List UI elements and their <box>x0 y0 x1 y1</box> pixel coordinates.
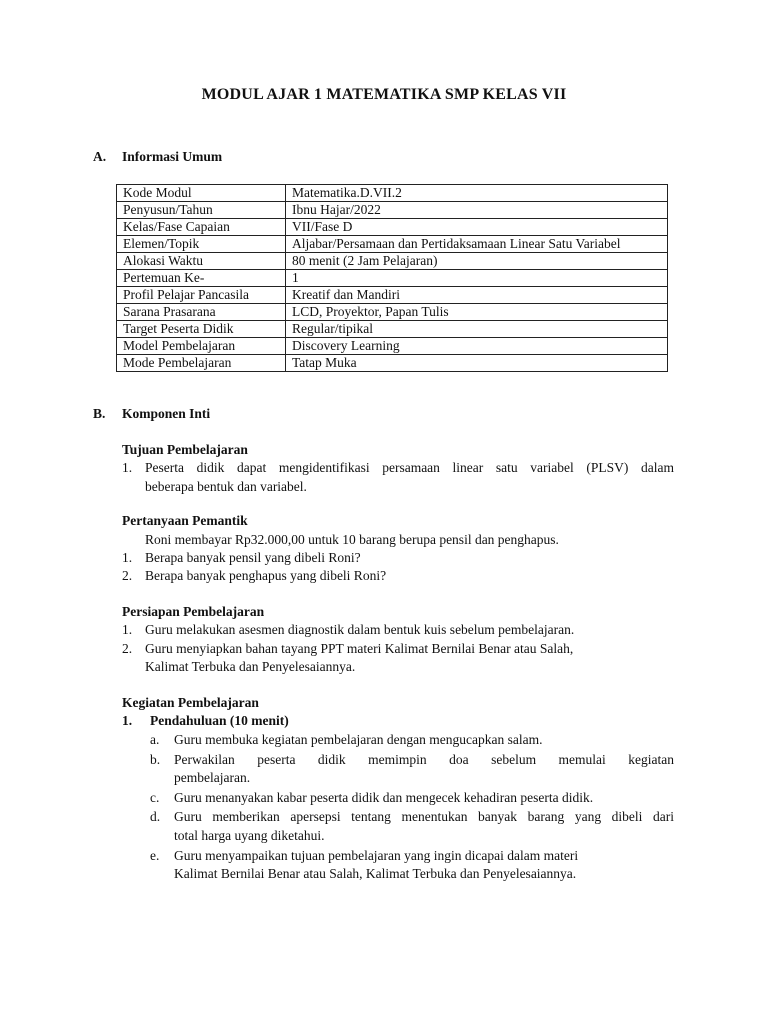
list-item: Guru membuka kegiatan pembelajaran dengan mengucapkan salam. <box>174 732 543 747</box>
table-value: Kreatif dan Mandiri <box>286 287 668 304</box>
table-value: LCD, Proyektor, Papan Tulis <box>286 304 668 321</box>
kegiatan-heading: Kegiatan Pembelajaran <box>122 695 259 710</box>
section-b-letter: B. <box>93 406 106 421</box>
section-a-title: Informasi Umum <box>122 149 223 164</box>
table-key: Alokasi Waktu <box>117 253 286 270</box>
table-row <box>117 304 668 321</box>
list-item: Guru menyampaikan tujuan pembelajaran yang ingin dicapai dalam materi <box>174 848 579 863</box>
persiapan-heading: Persiapan Pembelajaran <box>122 604 265 619</box>
table-row <box>117 287 668 304</box>
list-letter: a. <box>150 732 160 747</box>
table-row <box>117 321 668 338</box>
list-item: Guru menyiapkan bahan tayang PPT materi Kalimat Bernilai Benar atau Salah, <box>145 641 574 656</box>
list-item: Guru memberikan apersepsi tentang menentukan banyak barang yang dibeli dari <box>174 809 674 824</box>
list-item: Berapa banyak penghapus yang dibeli Roni? <box>145 568 387 583</box>
table-key: Kelas/Fase Capaian <box>117 219 286 236</box>
list-letter: c. <box>150 790 160 805</box>
list-number: 1. <box>122 622 133 637</box>
table-key: Kode Modul <box>117 185 286 202</box>
table-key: Model Pembelajaran <box>117 338 286 355</box>
table-row <box>117 185 668 202</box>
table-value: Regular/tipikal <box>286 321 668 338</box>
list-number: 2. <box>122 568 133 583</box>
table-value: Ibnu Hajar/2022 <box>286 202 668 219</box>
table-value: 80 menit (2 Jam Pelajaran) <box>286 253 668 270</box>
list-number: 1. <box>122 550 133 565</box>
info-table <box>116 184 668 372</box>
table-row <box>117 355 668 372</box>
table-row <box>117 219 668 236</box>
list-letter: d. <box>150 809 161 824</box>
table-row <box>117 338 668 355</box>
list-number: 1. <box>122 460 133 475</box>
part-title: Pendahuluan (10 menit) <box>150 713 289 728</box>
table-row <box>117 270 668 287</box>
part-number: 1. <box>122 713 133 728</box>
list-item-continuation: Kalimat Bernilai Benar atau Salah, Kalimat Terbuka dan Penyelesaiannya. <box>174 866 577 881</box>
section-a-letter: A. <box>93 149 107 164</box>
document-title: MODUL AJAR 1 MATEMATIKA SMP KELAS VII <box>201 86 567 103</box>
table-key: Sarana Prasarana <box>117 304 286 321</box>
table-value: Tatap Muka <box>286 355 668 372</box>
table-value: 1 <box>286 270 668 287</box>
list-item: Peserta didik dapat mengidentifikasi persamaan linear satu variabel (PLSV) dalam <box>145 460 674 475</box>
table-key: Mode Pembelajaran <box>117 355 286 372</box>
list-item: Berapa banyak pensil yang dibeli Roni? <box>145 550 361 565</box>
table-key: Elemen/Topik <box>117 236 286 253</box>
table-value: Aljabar/Persamaan dan Pertidaksamaan Linear Satu Variabel <box>286 236 668 253</box>
table-key: Pertemuan Ke- <box>117 270 286 287</box>
list-item: Perwakilan peserta didik memimpin doa sebelum memulai kegiatan <box>174 752 674 767</box>
pertanyaan-intro: Roni membayar Rp32.000,00 untuk 10 barang berupa pensil dan penghapus. <box>145 532 559 547</box>
pertanyaan-heading: Pertanyaan Pemantik <box>122 513 248 528</box>
table-row <box>117 202 668 219</box>
table-row <box>117 253 668 270</box>
table-value: Matematika.D.VII.2 <box>286 185 668 202</box>
table-value: Discovery Learning <box>286 338 668 355</box>
list-item-continuation: pembelajaran. <box>174 770 251 785</box>
table-key: Profil Pelajar Pancasila <box>117 287 286 304</box>
list-item-continuation: total harga uyang diketahui. <box>174 828 325 843</box>
table-key: Penyusun/Tahun <box>117 202 286 219</box>
list-number: 2. <box>122 641 133 656</box>
list-item: Guru melakukan asesmen diagnostik dalam bentuk kuis sebelum pembelajaran. <box>145 622 575 637</box>
section-b-title: Komponen Inti <box>122 406 211 421</box>
list-item-continuation: beberapa bentuk dan variabel. <box>145 479 307 494</box>
table-row <box>117 236 668 253</box>
table-value: VII/Fase D <box>286 219 668 236</box>
list-letter: b. <box>150 752 161 767</box>
list-letter: e. <box>150 848 160 863</box>
list-item-continuation: Kalimat Terbuka dan Penyelesaiannya. <box>145 659 356 674</box>
list-item: Guru menanyakan kabar peserta didik dan mengecek kehadiran peserta didik. <box>174 790 594 805</box>
tujuan-heading: Tujuan Pembelajaran <box>122 442 248 457</box>
table-key: Target Peserta Didik <box>117 321 286 338</box>
